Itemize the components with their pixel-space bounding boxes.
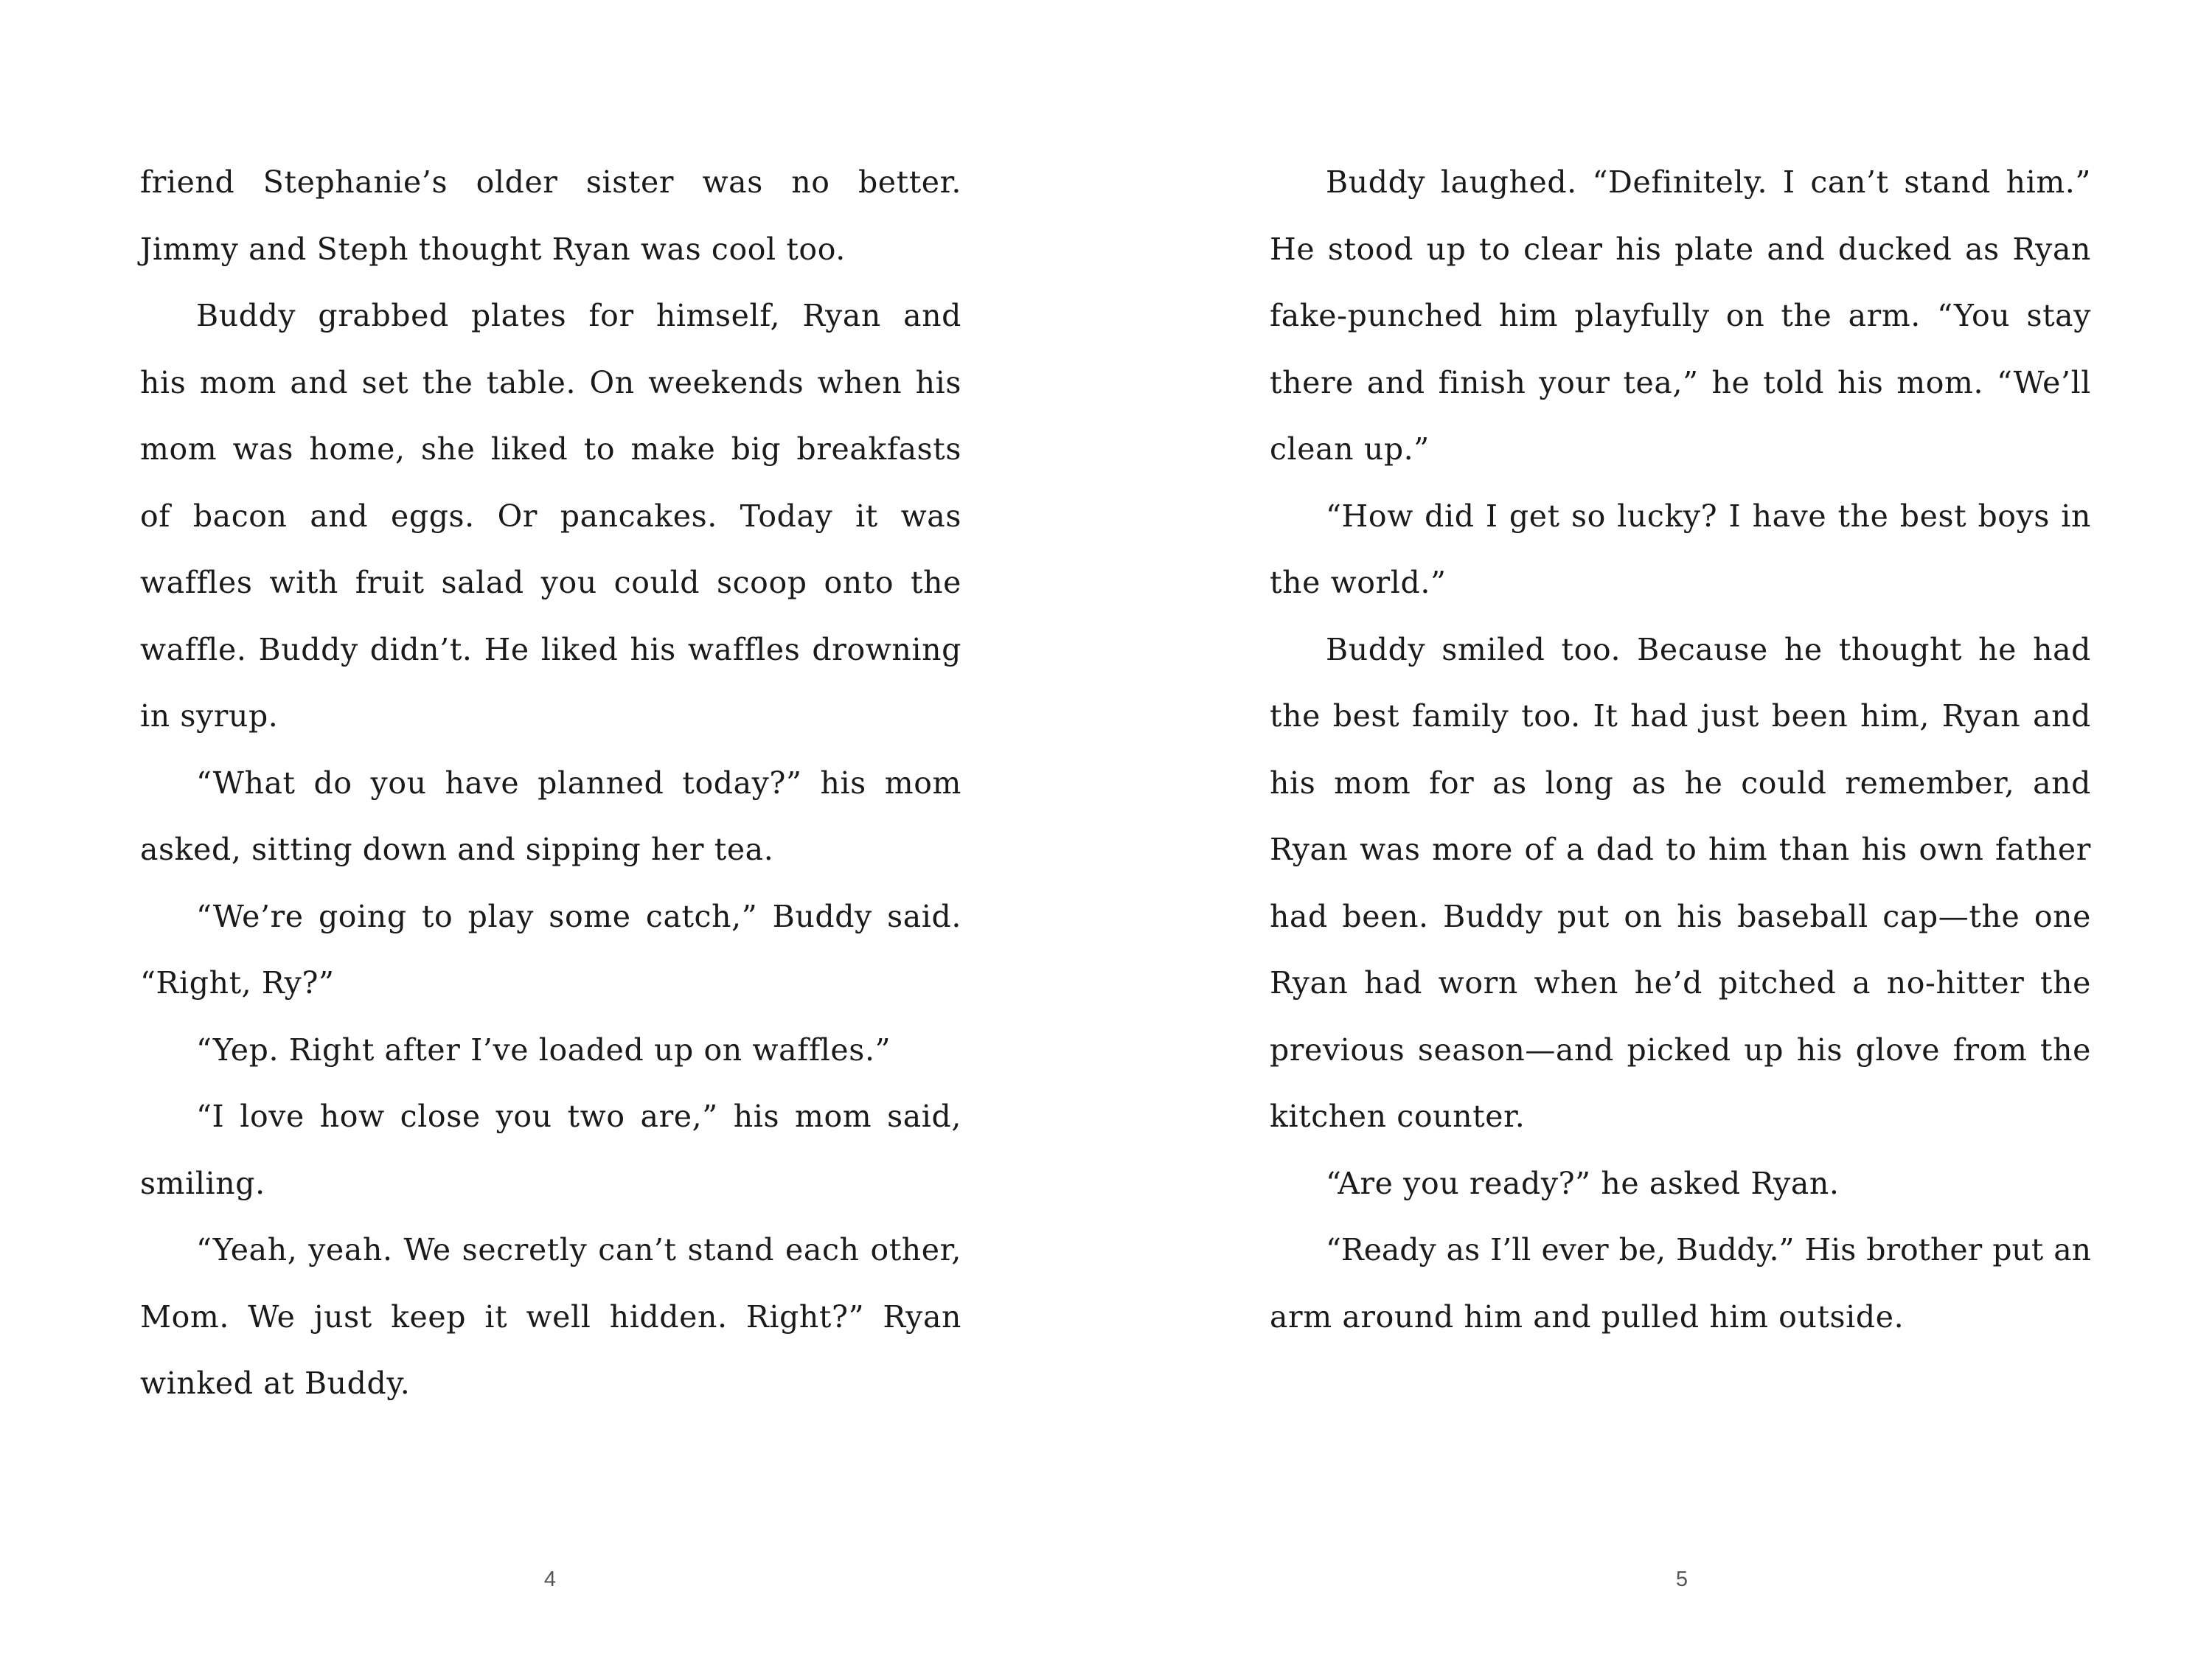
right-page xyxy=(1106,0,2212,1659)
page-number: 5 xyxy=(1675,1568,1688,1591)
text-line: kitchen counter. xyxy=(1270,1099,1526,1134)
text-line: of bacon and eggs. Or pancakes. Today it was xyxy=(140,498,961,534)
text-line: “Ready as I’ll ever be, Buddy.” His brother put an xyxy=(1326,1232,2091,1267)
text-line: Buddy smiled too. Because he thought he had xyxy=(1326,631,2091,667)
text-line: the best family too. It had just been him, Ryan and xyxy=(1270,698,2091,734)
text-line: “Yeah, yeah. We secretly can’t stand each other, xyxy=(196,1232,961,1267)
text-line: smiling. xyxy=(140,1165,265,1201)
text-line: “What do you have planned today?” his mom xyxy=(196,765,961,801)
text-line: “I love how close you two are,” his mom said, xyxy=(196,1099,961,1134)
text-line: Ryan was more of a dad to him than his own father xyxy=(1270,832,2091,867)
text-line: “Yep. Right after I’ve loaded up on waffles.” xyxy=(196,1032,891,1068)
right-page-text xyxy=(1270,149,2091,1350)
text-line: previous season—and picked up his glove from the xyxy=(1270,1032,2091,1068)
text-line: Jimmy and Steph thought Ryan was cool too. xyxy=(140,231,846,267)
text-line: “How did I get so lucky? I have the best boys in xyxy=(1326,498,2091,534)
text-line: winked at Buddy. xyxy=(140,1366,411,1401)
left-page-text xyxy=(140,149,961,1417)
text-line: there and finish your tea,” he told his mom. “We’ll xyxy=(1270,364,2091,400)
text-line: clean up.” xyxy=(1270,431,1430,467)
text-line: He stood up to clear his plate and ducked as Ryan xyxy=(1270,231,2091,267)
text-line: “Right, Ry?” xyxy=(140,965,335,1001)
text-line: his mom for as long as he could remember, and xyxy=(1270,765,2091,801)
text-line: waffles with fruit salad you could scoop onto the xyxy=(140,565,961,600)
page-number: 4 xyxy=(543,1568,557,1591)
text-line: asked, sitting down and sipping her tea. xyxy=(140,832,774,867)
text-line: Mom. We just keep it well hidden. Right?” Ryan xyxy=(140,1298,961,1335)
text-line: “Are you ready?” he asked Ryan. xyxy=(1326,1165,1840,1201)
text-line: fake-punched him playfully on the arm. “You stay xyxy=(1270,298,2091,333)
text-line: Buddy grabbed plates for himself, Ryan and xyxy=(196,298,961,333)
text-line: in syrup. xyxy=(140,698,279,734)
text-line: the world.” xyxy=(1270,565,1447,600)
text-line: Buddy laughed. “Definitely. I can’t stand him.” xyxy=(1326,164,2091,200)
text-line: his mom and set the table. On weekends when his xyxy=(140,364,961,400)
text-line: “We’re going to play some catch,” Buddy said. xyxy=(196,898,961,934)
text-line: friend Stephanie’s older sister was no better. xyxy=(140,164,961,200)
text-line: arm around him and pulled him outside. xyxy=(1270,1298,1905,1335)
text-line: waffle. Buddy didn’t. He liked his waffles drowning xyxy=(140,631,961,667)
text-line: Ryan had worn when he’d pitched a no-hitter the xyxy=(1270,965,2091,1001)
text-line: mom was home, she liked to make big breakfasts xyxy=(140,431,961,467)
text-line: had been. Buddy put on his baseball cap—the one xyxy=(1270,898,2091,934)
